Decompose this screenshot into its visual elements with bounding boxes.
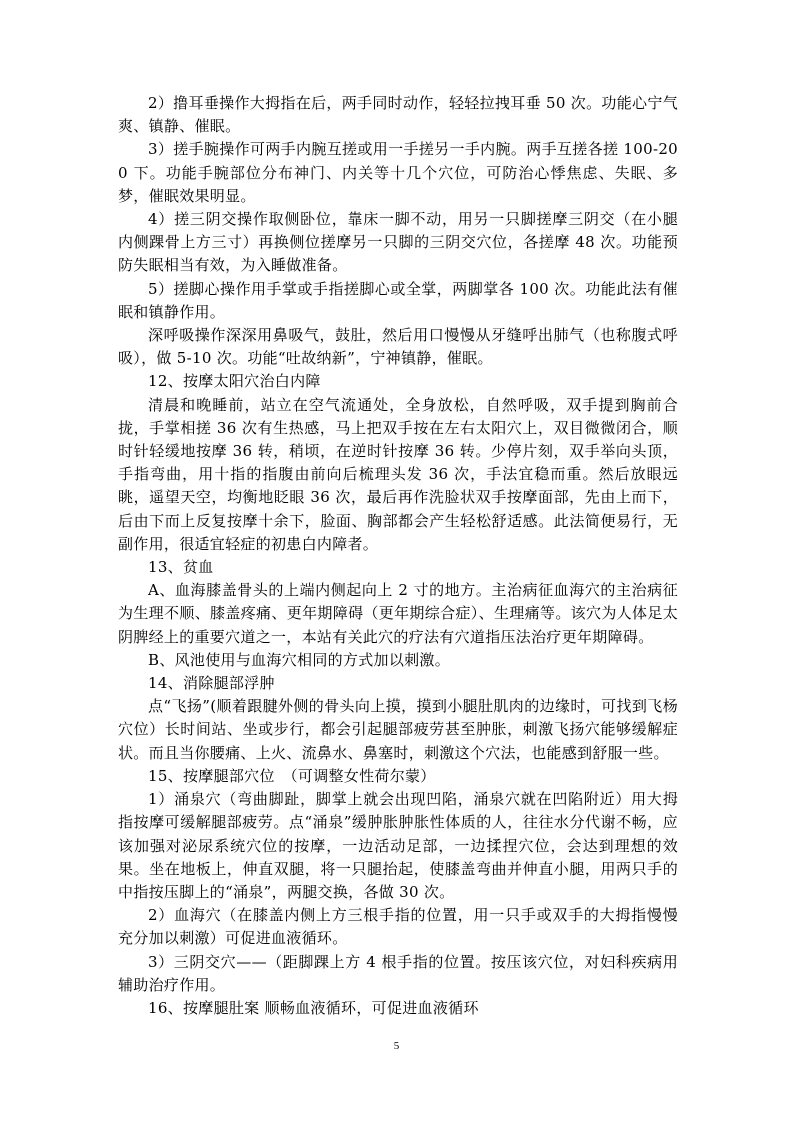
paragraph-wrist-rub: 3）搓手腕操作可两手内腕互搓或用一手搓另一手内腕。两手互搓各搓 100-200 下。功能手腕部位分布神门、内关等十几个穴位，可防治心悸焦虑、失眠、多梦，催眠效果明显。 xyxy=(118,140,678,205)
paragraph-sanyinjiao-rub: 4）搓三阴交操作取侧卧位，靠床一脚不动，用另一只脚搓摩三阴交（在小腿内侧踝骨上方三寸）再换侧位搓摩另一只脚的三阴交穴位，各搓摩 48 次。功能预防失眠相当有效，为入睡做准备。 xyxy=(118,210,678,275)
paragraph-xuehai-point: 2）血海穴（在膝盖内侧上方三根手指的位置，用一只手或双手的大拇指慢慢充分加以刺激）可促进血液循环。 xyxy=(118,906,678,948)
document-body xyxy=(118,92,678,1020)
section-heading-12: 12、按摩太阳穴治白内障 xyxy=(148,372,321,391)
paragraph-deep-breathing: 深呼吸操作深深用鼻吸气，鼓肚，然后用口慢慢从牙缝呼出肺气（也称腹式呼吸），做 5-10 次。功能“吐故纳新”，宁神镇静，催眠。 xyxy=(118,326,678,368)
paragraph-fengchi: B、风池使用与血海穴相同的方式加以刺激。 xyxy=(148,650,451,669)
paragraph-sole-rub: 5）搓脚心操作用手掌或手指搓脚心或全掌，两脚掌各 100 次。功能此法有催眠和镇静作用。 xyxy=(118,279,678,321)
paragraph-temple-massage: 清晨和晚睡前，站立在空气流通处，全身放松，自然呼吸，双手提到胸前合拢，手掌相搓 36 次有生热感，马上把双手按在左右太阳穴上，双目微微闭合，顺时针轻缓地按摩 36 转，稍顷，在逆时针按摩 36 转。少停片刻，双手举向头顶，手指弯曲，用十指的指腹由前向后梳理头发 36 次，手法宜稳而重。然后放眼远眺，遥望天空，均衡地眨眼 36 次，最后再作洗脸状双手按摩面部，先由上而下，后由下而上反复按摩十余下，脸面、胸部都会产生轻松舒适感。此法简便易行，无副作用，很适宜轻症的初患白内障者。 xyxy=(118,395,678,553)
paragraph-xuehai: A、血海膝盖骨头的上端内侧起向上 2 寸的地方。主治病征血海穴的主治病征为生理不顺、膝盖疼痛、更年期障碍（更年期综合症）、生理痛等。该穴为人体足太阴脾经上的重要穴道之一，本站有关此穴的疗法有穴道指压法治疗更年期障碍。 xyxy=(118,581,678,646)
paragraph-feiyang: 点“飞扬”(顺着跟腱外侧的骨头向上摸，摸到小腿肚肌肉的边缘时，可找到飞杨穴位）长时间站、坐或步行，都会引起腿部疲劳甚至肿胀，刺激飞扬穴能够缓解症状。而且当你腰痛、上火、流鼻水、鼻塞时，刺激这个穴法，也能感到舒服一些。 xyxy=(118,697,678,762)
section-heading-13: 13、贫血 xyxy=(148,558,214,577)
paragraph-sanyinjiao-point: 3）三阴交穴——（距脚踝上方 4 根手指的位置。按压该穴位，对妇科疾病用辅助治疗作用。 xyxy=(118,952,678,994)
paragraph-earlobe: 2）撸耳垂操作大拇指在后，两手同时动作，轻轻拉拽耳垂 50 次。功能心宁气爽、镇静、催眠。 xyxy=(118,94,678,136)
section-heading-14: 14、消除腿部浮肿 xyxy=(148,674,275,693)
section-heading-15: 15、按摩腿部穴位 （可调整女性荷尔蒙） xyxy=(148,766,436,785)
page-number: 5 xyxy=(393,1040,400,1052)
paragraph-yongquan: 1）涌泉穴（弯曲脚趾，脚掌上就会出现凹陷，涌泉穴就在凹陷附近）用大拇指按摩可缓解腿部疲劳。点“涌泉”缓肿胀肿胀性体质的人，往往水分代谢不畅，应该加强对泌尿系统穴位的按摩，一边活动足部，一边揉捏穴位，会达到理想的效果。坐在地板上，伸直双腿，将一只腿抬起，使膝盖弯曲并伸直小腿，用两只手的中指按压脚上的“涌泉”，两腿交换，各做 30 次。 xyxy=(118,790,678,901)
section-heading-16: 16、按摩腿肚案 顺畅血液循环，可促进血液循环 xyxy=(148,998,479,1017)
